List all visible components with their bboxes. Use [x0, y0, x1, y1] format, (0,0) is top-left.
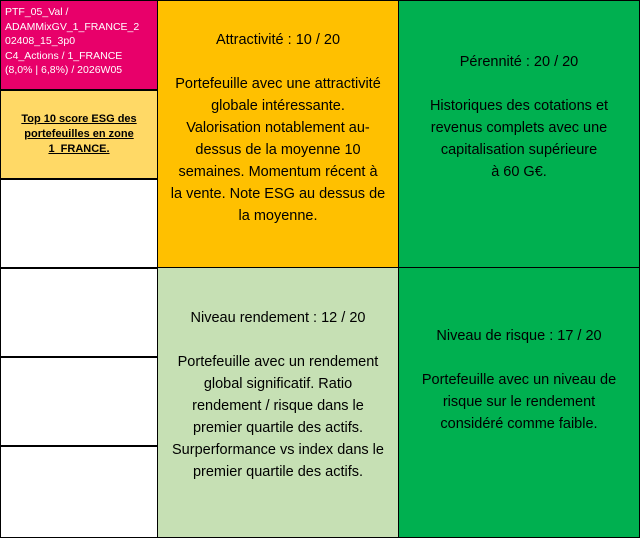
perennite-description: Historiques des cotations et revenus complets avec une capitalisation supérieure à 60 G€.	[429, 98, 609, 180]
rendement-quadrant[interactable]	[157, 267, 399, 538]
empty-cell[interactable]	[0, 179, 158, 268]
empty-cell[interactable]	[0, 357, 158, 446]
portfolio-id-line: 02408_15_3p0	[5, 35, 76, 47]
empty-cell[interactable]	[0, 268, 158, 357]
rendement-title: Niveau rendement : 12 / 20	[190, 309, 366, 326]
perennite-title: Pérennité : 20 / 20	[459, 54, 579, 70]
attractivite-title: Attractivité : 10 / 20	[215, 32, 341, 48]
top10-link[interactable]: Top 10 score ESG des portefeuilles en zone 1_FRANCE.	[21, 113, 137, 155]
portfolio-id-cell[interactable]	[0, 0, 158, 90]
portfolio-id-line: ADAMMixGV_1_FRANCE_2	[5, 20, 140, 33]
rendement-description: Portefeuille avec un rendement global significatif. Ratio rendement / risque dans le premier quartile des actifs. Surperformance vs index dans le premier quartile des actifs.	[172, 353, 384, 480]
risque-description: Portefeuille avec un niveau de risque sur le rendement considéré comme faible.	[421, 371, 617, 432]
top10-link-cell[interactable]	[0, 90, 158, 179]
attractivite-description: Portefeuille avec une attractivité globale intéressante. Valorisation notablement au- dessus de la moyenne 10 semaines. Momentum récent à la vente. Note ESG au dessus de la moyenne.	[170, 76, 386, 224]
risque-quadrant[interactable]	[398, 267, 640, 538]
risque-title: Niveau de risque : 17 / 20	[436, 327, 602, 344]
portfolio-id-line: PTF_05_Val /	[5, 6, 69, 18]
perennite-quadrant[interactable]	[398, 0, 640, 268]
empty-cell[interactable]	[0, 446, 158, 538]
portfolio-id-line: C4_Actions / 1_FRANCE	[5, 49, 123, 62]
attractivite-quadrant[interactable]	[157, 0, 399, 268]
portfolio-id-line: (8,0% | 6,8%) / 2026W05	[5, 64, 123, 76]
